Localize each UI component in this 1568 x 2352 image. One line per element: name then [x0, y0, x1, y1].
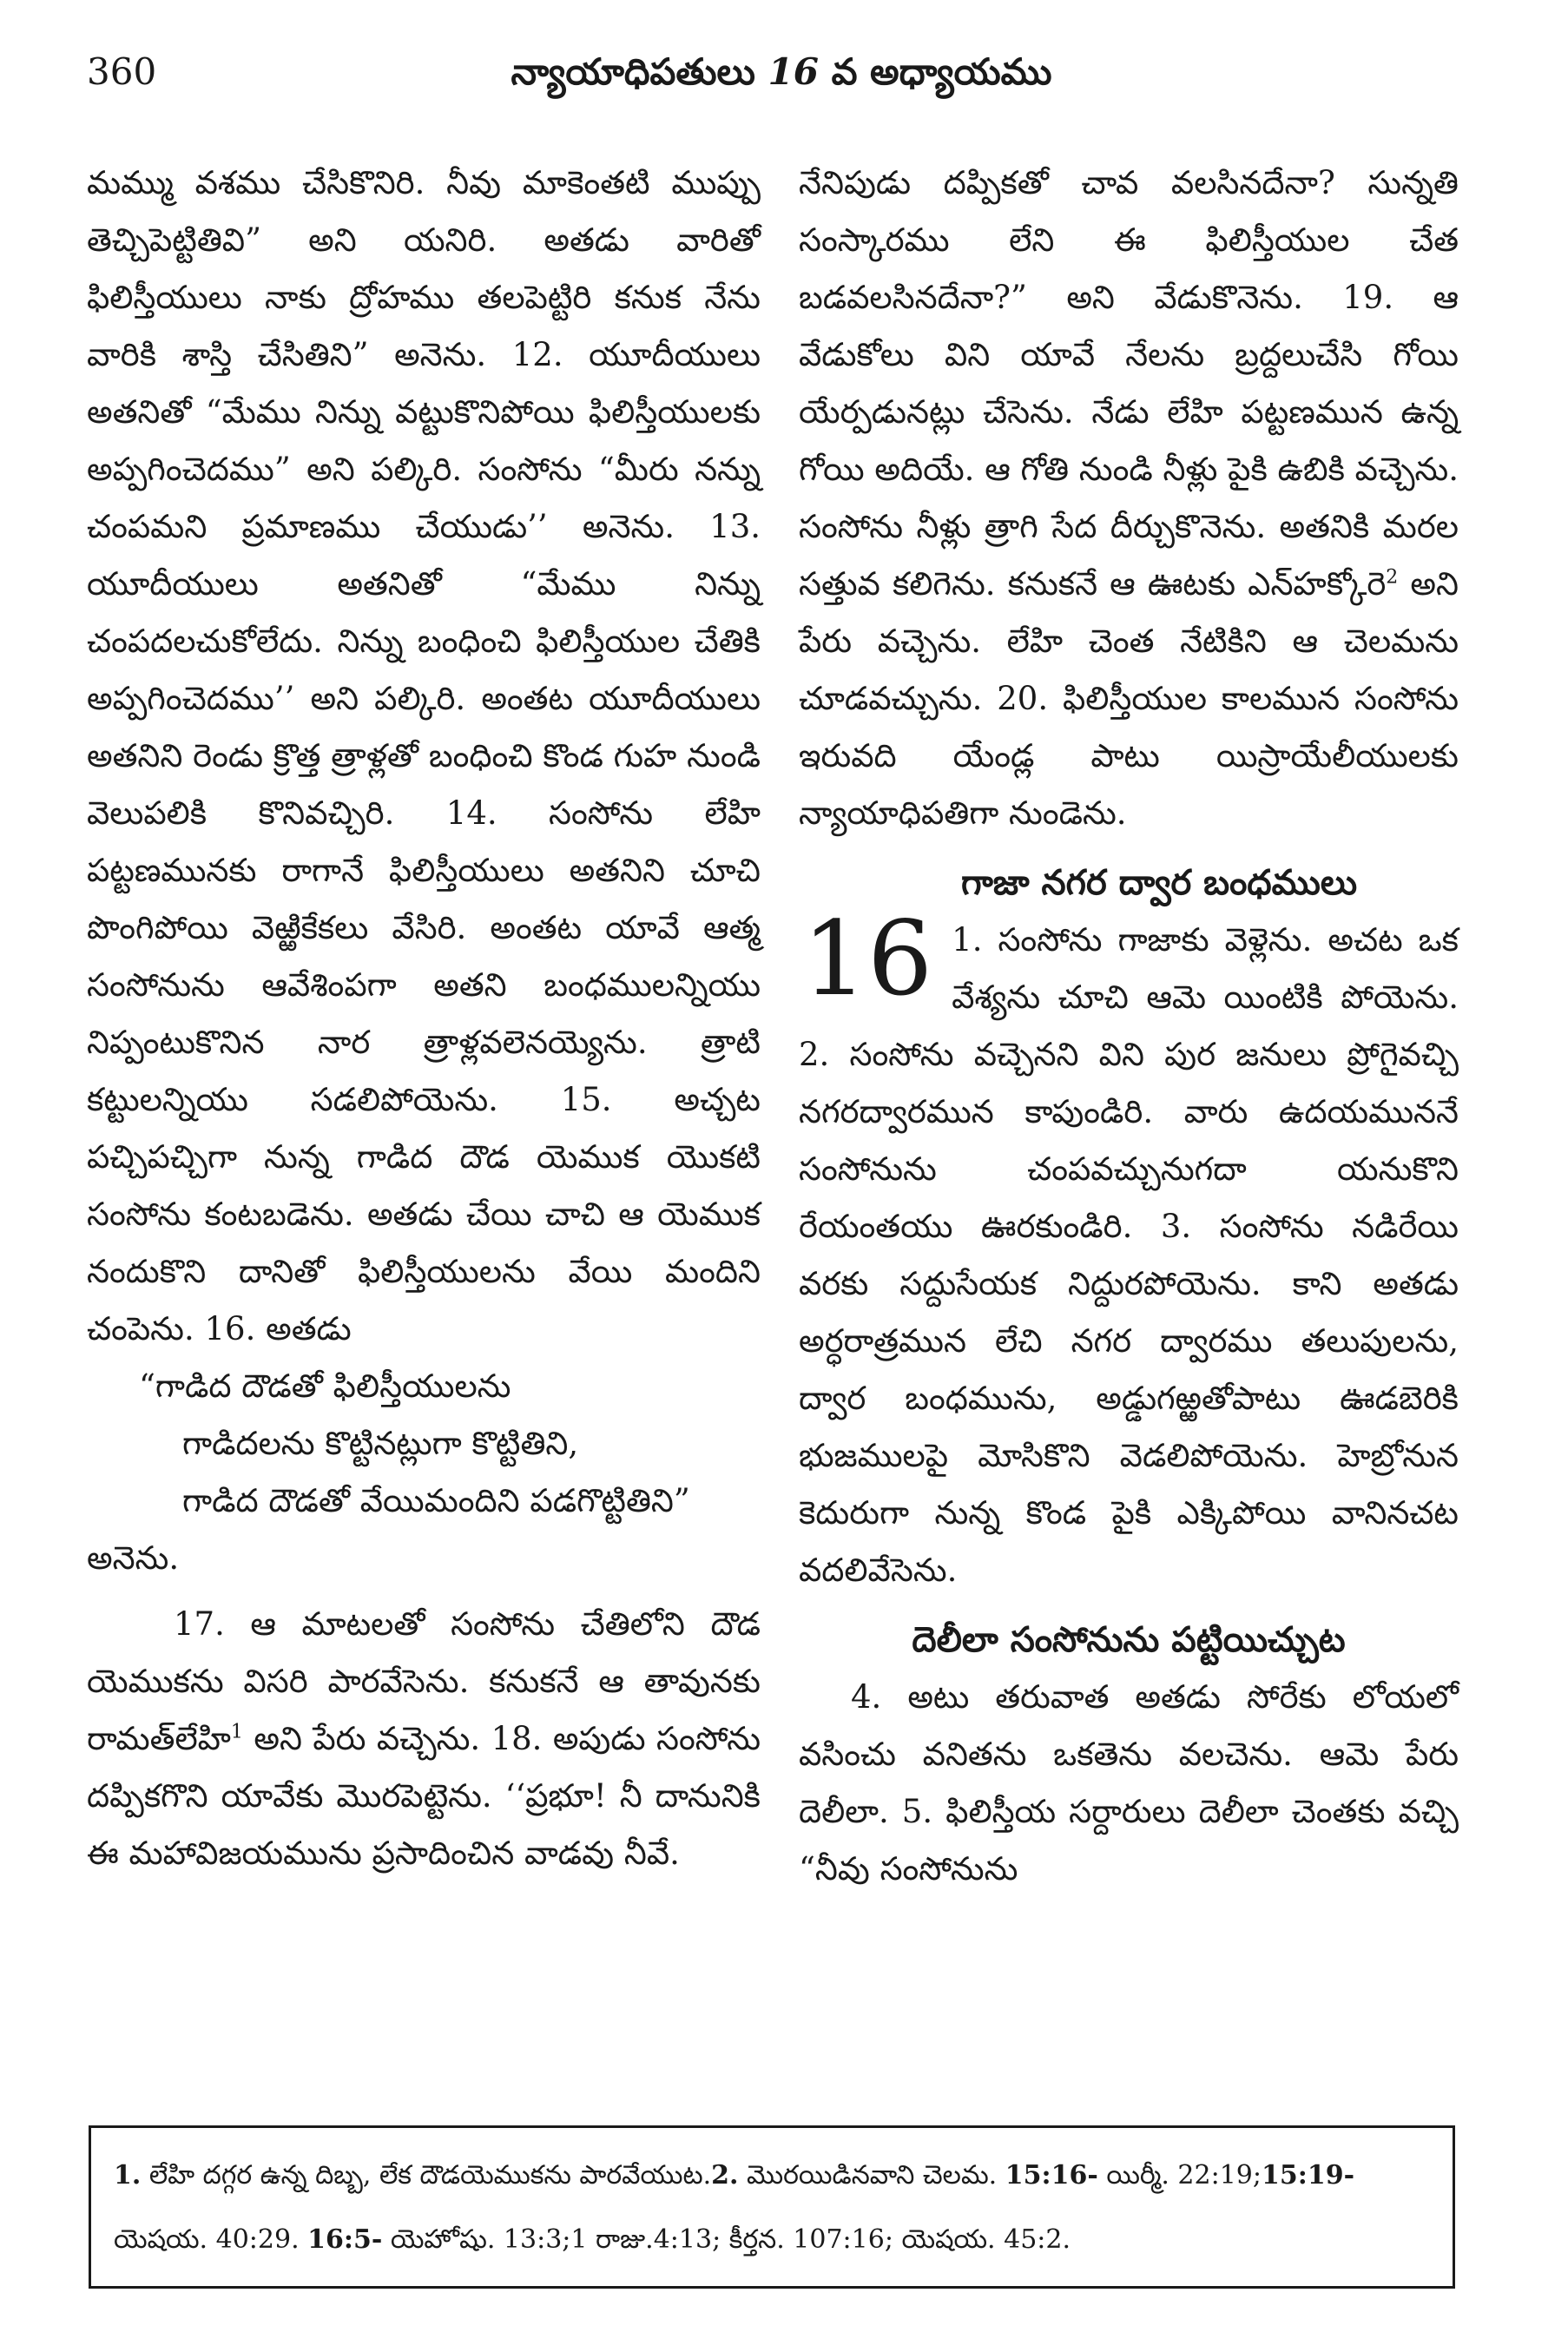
poem-line: గాడిద దౌడతో వేయిమందిని పడగొట్టితిని” — [182, 1482, 690, 1519]
paragraph: అనెను. — [87, 1539, 180, 1577]
text: అని పేరు వచ్చెను. 18. అపుడు సంసోను దప్పికగొని యావేకు మొరపెట్టెను. ‘‘ప్రభూ! నీ దానునికి ఈ మహావిజయమును ప్రసాదించిన వాడవు నీవే. — [87, 1720, 761, 1872]
paragraph: 1. సంసోను గాజాకు వెళ్లెను. అచట ఒక వేశ్యను చూచి ఆమె యింటికి పోయెను. 2. సంసోను వచ్చెనని విని పుర జనులు ప్రోగైవచ్చి నగరద్వారమున కాపుండిరి. వారు ఉదయముననే సంసోనును చంపవచ్చునుగదా యనుకొని రేయంతయు ఊరకుండిరి. 3. సంసోను నడిరేయి వరకు సద్దుసేయక నిద్దురపోయెను. కాని అతడు అర్ధరాత్రమున లేచి నగర ద్వారము తలుపులను, ద్వార బంధమును, అడ్డుగఱ్ఱతోపాటు ఊడబెరికి భుజములపై మోసికొని వెడలిపోయెను. హెబ్రోనున కెదురుగా నున్న కొండ పైకి ఎక్కిపోయి వానినచట వదలివేసెను. — [799, 921, 1459, 1589]
chapter-number: 16 — [768, 50, 819, 93]
chapter-word: వ అధ్యాయము — [831, 50, 1052, 93]
poem — [87, 1358, 761, 1530]
book-name: న్యాయాధిపతులు — [511, 50, 755, 93]
poem-line: “గాడిద దౌడతో ఫిలిస్తీయులను — [139, 1367, 511, 1405]
footnote-number: 1. — [114, 2160, 142, 2191]
text: 17. ఆ మాటలతో సంసోను చేతిలోని దౌడ యెముకను విసరి పారవేసెను. కనుకనే ఆ తావునకు రామత్‌లేహి — [87, 1605, 761, 1757]
page-title — [87, 50, 1476, 102]
footnote-text: మొరయిడినవాని చెలమ. — [738, 2160, 1005, 2191]
paragraph — [799, 155, 1459, 842]
text: అని పేరు వచ్చెను. లేహి చెంత నేటికిని ఆ చెలమను చూడవచ్చును. 20. ఫిలిస్తీయుల కాలమున సంసోను ఇరువది యేండ్ల పాటు యిస్రాయేలీయులకు న్యాయాధిపతిగా నుండెను. — [799, 565, 1459, 832]
footnote-number: 2. — [711, 2160, 739, 2191]
footnote-text: లేహి దగ్గర ఉన్న దిబ్బ, లేక దౌడయెముకను పారవేయుట. — [141, 2160, 712, 2191]
running-head — [87, 50, 1476, 102]
text: నేనిపుడు దప్పికతో చావ వలసినదేనా? సున్నతి సంస్కారము లేని ఈ ఫిలిస్తీయుల చేత బడవలసినదేనా?” అని వేడుకొనెను. 19. ఆ వేడుకోలు విని యావే నేలను బ్రద్దలుచేసి గోయి యేర్పడునట్లు చేసెను. నేడు లేహి పట్టణమున ఉన్న గోయి అదియే. ఆ గోతి నుండి నీళ్లు పైకి ఉబికి వచ్చెను. సంసోను నీళ్లు త్రాగి సేద దీర్చుకొనెను. అతనికి మరల సత్తువ కలిగెను. కనుకనే ఆ ఊటకు ఎన్‌హక్కోరె — [799, 164, 1459, 603]
poem-line: గాడిదలను కొట్టినట్లుగా కొట్టితిని, — [182, 1425, 579, 1462]
chapter-start — [799, 899, 1459, 1599]
chapter-drop-number: 16 — [802, 899, 933, 1018]
paragraph — [87, 1596, 761, 1882]
paragraph: మమ్ము వశము చేసికొనిరి. నీవు మాకెంతటి ముప్పు తెచ్చిపెట్టితివి” అని యనిరి. అతడు వారితో ఫిలిస్తీయులు నాకు ద్రోహము తలపెట్టిరి కనుక నేను వారికి శాస్తి చేసితిని” అనెను. 12. యూదీయులు అతనితో “మేము నిన్ను వట్టుకొనిపోయి ఫిలిస్తీయులకు అప్పగించెదము” అని పల్కిరి. సంసోను “మీరు నన్ను చంపమని ప్రమాణము చేయుడు’’ అనెను. 13. యూదీయులు అతనితో “మేము నిన్ను చంపదలచుకోలేదు. నిన్ను బంధించి ఫిలిస్తీయుల చేతికి అప్పగించెదము’’ అని పల్కిరి. అంతట యూదీయులు అతనిని రెండు క్రొత్త త్రాళ్లతో బంధించి కొండ గుహ నుండి వెలుపలికి కొనివచ్చిరి. 14. సంసోను లేహి పట్టణమునకు రాగానే ఫిలిస్తీయులు అతనిని చూచి పొంగిపోయి వెఱ్ఱికేకలు వేసిరి. అంతట యావే ఆత్మ సంసోనును ఆవేశింపగా అతని బంధములన్నియు నిప్పంటుకొనిన నార త్రాళ్లవలెనయ్యెను. త్రాటి కట్టులన్నియు సడలిపోయెను. 15. అచ్చట పచ్చిపచ్చిగా నున్న గాడిద దౌడ యెముక యొకటి సంసోను కంటబడెను. అతడు చేయి చాచి ఆ యెముక నందుకొని దానితో ఫిలిస్తీయులను వేయి మందిని చంపెను. 16. అతడు — [87, 164, 761, 1347]
section-heading: దెలీలా సంసోనును పట్టియిచ్చుట — [912, 1619, 1346, 1660]
footnote-box — [89, 2125, 1455, 2289]
footnote-marker: 1 — [230, 1721, 243, 1743]
cross-reference: 16:5- — [307, 2224, 383, 2255]
footnote-text: యెషయ. 40:29. — [114, 2224, 308, 2255]
cross-reference: 15:16- — [1005, 2160, 1098, 2191]
footnote-marker: 2 — [1386, 566, 1399, 589]
page-number: 360 — [87, 50, 157, 93]
footnote-text: యెహోషు. 13:3;1 రాజు.4:13; కీర్తన. 107:16; యెషయ. 45:2. — [382, 2224, 1071, 2255]
section-heading: గాజా నగర ద్వార బంధములు — [960, 862, 1358, 903]
paragraph: 4. అటు తరువాత అతడు సోరేకు లోయలో వసించు వనితను ఒకతెను వలచెను. ఆమె పేరు దెలీలా. 5. ఫిలిస్తీయ సర్దారులు దెలీలా చెంతకు వచ్చి “నీవు సంసోనును — [799, 1678, 1459, 1888]
left-column — [87, 155, 761, 1882]
footnote-text: యిర్మీ. 22:19; — [1097, 2160, 1262, 2191]
cross-reference: 15:19- — [1262, 2160, 1355, 2191]
right-column — [799, 155, 1459, 1898]
